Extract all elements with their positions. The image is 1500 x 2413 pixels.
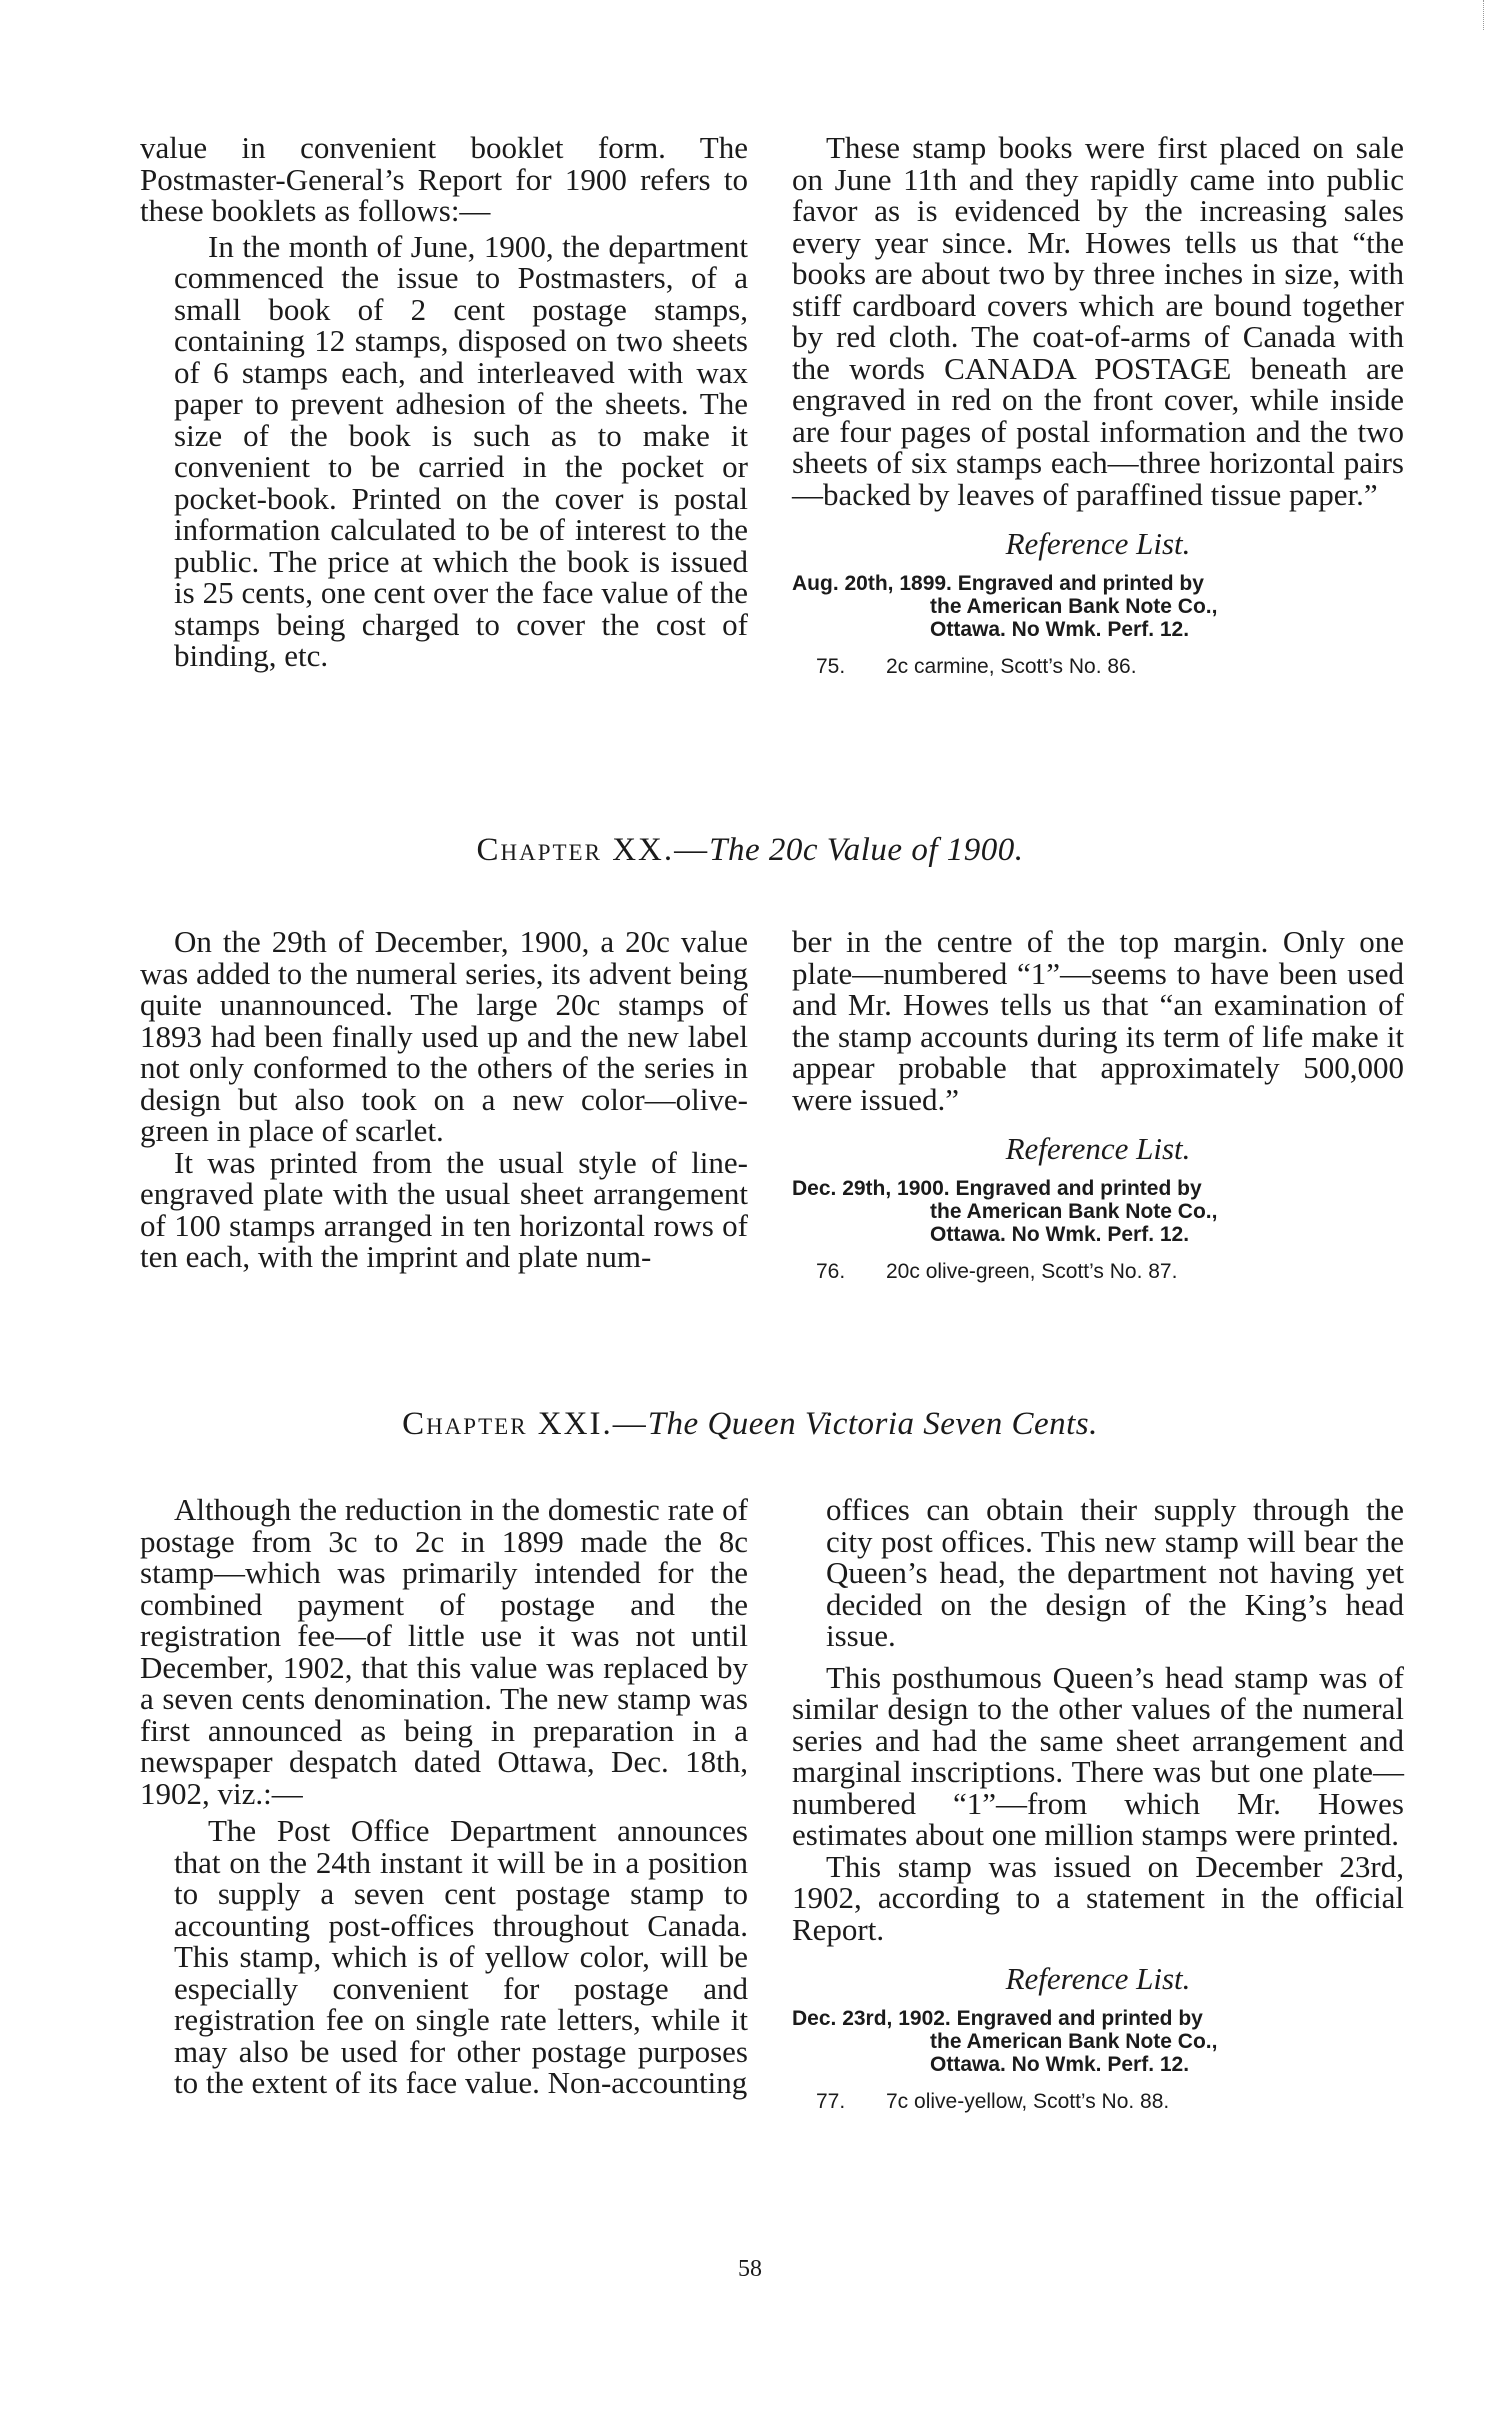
top-left-column <box>140 132 748 672</box>
chapter-xx-left-column <box>140 926 748 1273</box>
scan-edge-mark <box>1483 0 1494 30</box>
reference-list-title: Reference List. <box>1005 1961 1191 1996</box>
reference-line-1: Engraved and printed by <box>957 571 1204 595</box>
chapter-prefix: Chapter XX.— <box>476 832 710 868</box>
reference-list-header <box>792 572 1404 641</box>
chapter-title: The Queen Victoria Seven Cents. <box>647 1406 1098 1442</box>
reference-item <box>792 1260 1404 1284</box>
chapter-xxi-right-column <box>792 1494 1404 2114</box>
paragraph: Although the reduction in the domestic rate of postage from 3c to 2c in 1899 made the 8c stamp—which was primarily intended for the combined payment of postage and the registration fee—of little use it was not until December, 1902, that this value was replaced by a seven cents denomination. The new stamp was first announced as being in preparation in a newspaper despatch dated Ottawa, Dec. 18th, 1902, viz.:— <box>140 1492 748 1811</box>
reference-line-1: Engraved and printed by <box>955 1176 1202 1200</box>
paragraph: On the 29th of December, 1900, a 20c value was added to the numeral series, its advent being quite unannounced. The large 20c stamps of 1893 had been finally used up and the new label not only conformed to the others of the series in design but also took on a new color—olive-green in place of scarlet. <box>140 924 748 1148</box>
reference-item-text: 7c olive-yellow, Scott’s No. 88. <box>886 2089 1170 2113</box>
quoted-paragraph: The Post Office Department announces that on the 24th instant it will be in a position to supply a seven cent postage stamp to accounting post-offices throughout Canada. This stamp, which is of yellow color, will be especially convenient for postage and registration fee on single rate letters, while it may also be used for other postage purposes to the extent of its face value. Non-accounting <box>174 1813 748 2100</box>
reference-item-number: 75. <box>816 654 846 678</box>
chapter-xxi-heading <box>0 1406 1500 1443</box>
chapter-xx-heading <box>0 832 1500 869</box>
reference-line-2: the American Bank Note Co., <box>930 2029 1218 2053</box>
paragraph: value in convenient booklet form. The Postmaster-General’s Report for 1900 refers to these booklets as follows:— <box>140 130 748 228</box>
reference-line-3: Ottawa. No Wmk. Perf. 12. <box>930 2052 1190 2076</box>
reference-item-number: 77. <box>816 2089 846 2113</box>
quoted-paragraph: offices can obtain their supply through the city post offices. This new stamp will bear the Queen’s head, the department not having yet decided on the design of the King’s head issue. <box>826 1492 1404 1653</box>
reference-line-3: Ottawa. No Wmk. Perf. 12. <box>930 617 1190 641</box>
reference-date: Aug. 20th, 1899. <box>792 571 952 595</box>
reference-date: Dec. 29th, 1900. <box>792 1176 950 1200</box>
reference-item <box>792 655 1404 679</box>
top-right-column <box>792 132 1404 679</box>
reference-item <box>792 2090 1404 2114</box>
reference-list-header <box>792 2007 1404 2076</box>
page-number: 58 <box>738 2256 762 2282</box>
chapter-title: The 20c Value of 1900. <box>709 832 1024 868</box>
reference-line-2: the American Bank Note Co., <box>930 594 1218 618</box>
reference-item-text: 20c olive-green, Scott’s No. 87. <box>886 1259 1178 1283</box>
chapter-xxi-left-column <box>140 1494 748 2099</box>
paragraph: ber in the centre of the top margin. Only one plate—numbered “1”—seems to have been used and Mr. Howes tells us that “an examination of the stamp accounts during its term of life make it appear probable that approximately 500,000 were issued.” <box>792 924 1404 1117</box>
reference-date: Dec. 23rd, 1902. <box>792 2006 951 2030</box>
paragraph: It was printed from the usual style of line-engraved plate with the usual sheet arrangement of 100 stamps arranged in ten horizontal rows of ten each, with the imprint and plate num- <box>140 1144 748 1274</box>
reference-list-title: Reference List. <box>1005 526 1191 561</box>
chapter-xx-right-column <box>792 926 1404 1284</box>
paragraph: This stamp was issued on December 23rd, 1902, according to a statement in the official Report. <box>792 1848 1404 1947</box>
reference-list-header <box>792 1177 1404 1246</box>
reference-item-text: 2c carmine, Scott’s No. 86. <box>886 654 1137 678</box>
quoted-paragraph: In the month of June, 1900, the department commenced the issue to Postmasters, of a small book of 2 cent postage stamps, containing 12 stamps, disposed on two sheets of 6 stamps each, and interleaved with wax paper to prevent adhesion of the sheets. The size of the book is such as to make it convenient to be carried in the pocket or pocket-book. Printed on the cover is postal information calculated to be of interest to the public. The price at which the book is issued is 25 cents, one cent over the face value of the stamps being charged to cover the cost of binding, etc. <box>174 228 748 673</box>
chapter-prefix: Chapter XXI.— <box>402 1406 648 1442</box>
paragraph: This posthumous Queen’s head stamp was of similar design to the other values of the numeral series and had the same sheet arrangement and marginal inscriptions. There was but one plate—numbered “1”—from which Mr. Howes estimates about one million stamps were printed. <box>792 1659 1404 1852</box>
reference-line-2: the American Bank Note Co., <box>930 1199 1218 1223</box>
reference-item-number: 76. <box>816 1259 846 1283</box>
paragraph: These stamp books were first placed on sale on June 11th and they rapidly came into public favor as is evidenced by the increasing sales every year since. Mr. Howes tells us that “the books are about two by three inches in size, with stiff cardboard covers which are bound together by red cloth. The coat-of-arms of Canada with the words CANADA POSTAGE beneath are engraved in red on the front cover, while inside are four pages of postal information and the two sheets of six stamps each—three horizontal pairs—backed by leaves of paraffined tissue paper.” <box>792 130 1404 512</box>
reference-list-title: Reference List. <box>1005 1131 1191 1166</box>
reference-line-3: Ottawa. No Wmk. Perf. 12. <box>930 1222 1190 1246</box>
reference-line-1: Engraved and printed by <box>956 2006 1203 2030</box>
